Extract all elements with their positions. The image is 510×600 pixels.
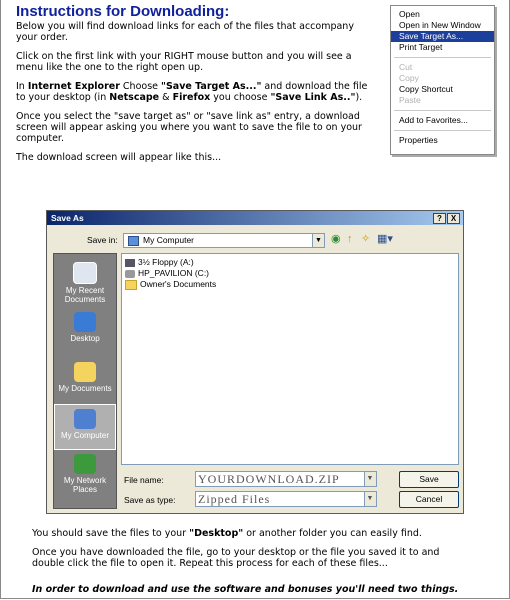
places-bar <box>53 253 117 509</box>
file-name-field[interactable] <box>195 471 377 487</box>
context-menu <box>390 5 495 155</box>
after-instructions <box>32 528 472 577</box>
network-places-icon <box>74 454 96 474</box>
hard-drive-icon <box>125 270 135 278</box>
chevron-down-icon[interactable]: ▼ <box>312 234 324 247</box>
list-item[interactable] <box>125 279 216 290</box>
file-name-label: File name: <box>124 475 164 485</box>
chevron-down-icon[interactable]: ▼ <box>364 492 376 506</box>
menu-item-add-favorites[interactable]: Add to Favorites... <box>399 115 468 125</box>
list-item[interactable] <box>125 257 194 267</box>
list-item[interactable] <box>125 268 209 278</box>
place-label: Desktop <box>70 334 100 343</box>
select-entry-text: Once you select the "save target as" or "save link as" entry, a download screen will appear asking you where you want to save the file to on your computer. <box>16 111 362 144</box>
place-label: My Computer <box>60 431 109 440</box>
computer-icon <box>128 236 139 246</box>
chevron-down-icon[interactable]: ▼ <box>364 472 376 486</box>
menu-separator <box>394 130 491 131</box>
save-in-label: Save in: <box>87 235 118 245</box>
save-as-type-value: Zipped Files <box>198 492 271 506</box>
requirements-text: In order to download and use the software and bonuses you'll need two things. <box>32 584 459 595</box>
dialog-title-bar[interactable] <box>47 211 463 225</box>
menu-item-open-new-window[interactable]: Open in New Window <box>399 20 481 30</box>
download-screen-text: The download screen will appear like this... <box>16 152 222 163</box>
menu-item-copy-shortcut[interactable]: Copy Shortcut <box>399 84 453 94</box>
menu-item-open[interactable]: Open <box>399 9 420 19</box>
file-list[interactable] <box>121 253 459 465</box>
save-as-type-label: Save as type: <box>124 495 176 505</box>
place-label: My Documents <box>58 384 112 393</box>
save-as-type-select[interactable] <box>195 491 377 507</box>
list-item-label: 3½ Floppy (A:) <box>138 257 194 267</box>
place-my-documents[interactable] <box>54 362 116 393</box>
save-in-select[interactable] <box>123 233 325 248</box>
menu-item-print-target[interactable]: Print Target <box>399 42 443 52</box>
up-folder-icon[interactable]: ↑ <box>347 233 353 245</box>
intro-text: Below you will find download links for each of the files that accompany your order. <box>16 21 354 43</box>
save-as-dialog <box>46 210 464 514</box>
menu-separator <box>394 57 491 58</box>
view-menu-icon[interactable]: ▦▾ <box>377 233 393 245</box>
place-desktop[interactable] <box>54 312 116 343</box>
right-click-text: Click on the first link with your RIGHT mouse button and you will see a menu like the one to the right open up. <box>16 51 352 73</box>
computer-icon <box>74 409 96 429</box>
folder-icon <box>125 280 137 290</box>
close-button[interactable]: X <box>447 213 460 224</box>
floppy-drive-icon <box>125 259 135 267</box>
save-button[interactable]: Save <box>399 471 459 488</box>
menu-item-cut: Cut <box>399 62 413 72</box>
new-folder-icon[interactable]: ✧ <box>361 233 371 245</box>
documents-folder-icon <box>74 362 96 382</box>
instructions <box>16 4 378 171</box>
save-location-text: You should save the files to your "Desktop" or another folder you can easily find. <box>32 528 422 539</box>
dialog-title: Save As <box>51 213 84 223</box>
back-icon[interactable]: ◉ <box>331 233 341 245</box>
place-my-recent-documents[interactable] <box>54 262 116 304</box>
menu-item-paste: Paste <box>399 95 421 105</box>
menu-item-save-target-as[interactable]: Save Target As... <box>391 31 494 42</box>
browser-instructions: In Internet Explorer Choose "Save Target As..." and download the file to your desktop (in Netscape & Firefox you choose "Save Link As.."). <box>16 81 368 103</box>
cancel-button[interactable]: Cancel <box>399 491 459 508</box>
place-label: My Network Places <box>63 476 107 494</box>
menu-separator <box>394 110 491 111</box>
desktop-icon <box>74 312 96 332</box>
list-item-label: Owner's Documents <box>140 279 217 289</box>
save-in-value: My Computer <box>143 235 195 245</box>
help-button[interactable]: ? <box>433 213 446 224</box>
open-file-text: Once you have downloaded the file, go to your desktop or the file you saved it to and double click the file to open it. Repeat this process for each of these files... <box>32 547 440 569</box>
place-my-computer[interactable] <box>54 404 116 450</box>
place-label: My Recent Documents <box>64 286 106 304</box>
page-title: Instructions for Downloading: <box>16 3 230 20</box>
list-item-label: HP_PAVILION (C:) <box>138 268 210 278</box>
file-name-value: YOURDOWNLOAD.ZIP <box>198 472 340 486</box>
place-my-network-places[interactable] <box>54 454 116 494</box>
menu-item-properties[interactable]: Properties <box>399 135 438 145</box>
recent-documents-icon <box>73 262 97 284</box>
menu-item-copy: Copy <box>399 73 419 83</box>
